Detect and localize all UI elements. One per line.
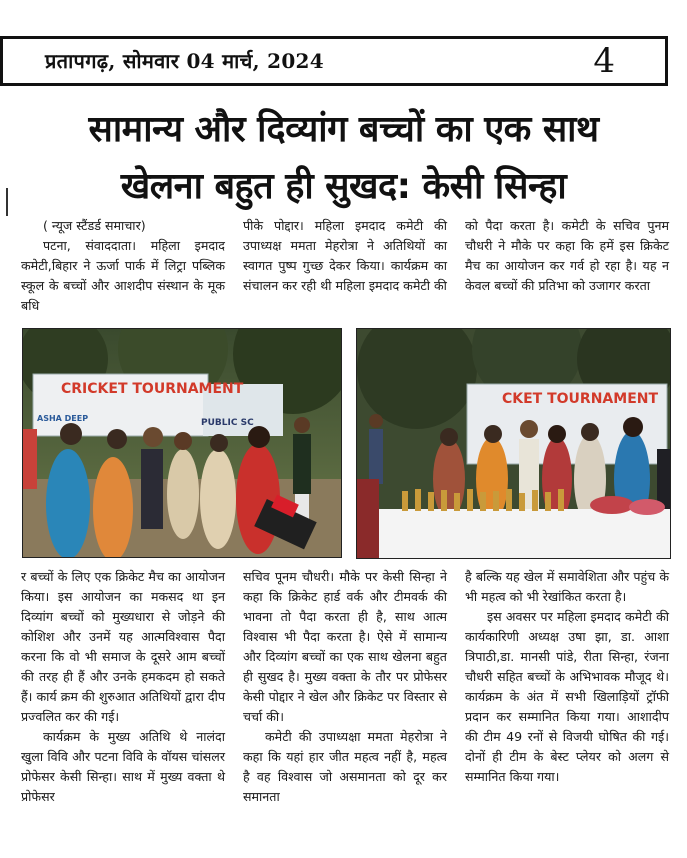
article-paragraph: कार्यक्रम के मुख्य अतिथि थे नालंदा खुला विवि और पटना विवि के वॉयस चांसलर प्रोफेसर केसी सिन्हा। साथ में मुख्य वक्ता थे प्रोफेसर	[21, 729, 225, 804]
article-bottom-col-1	[21, 567, 225, 807]
article-top-col-1	[21, 216, 225, 316]
banner-title: CRICKET TOURNAMENT	[61, 381, 244, 397]
article-bottom-col-3	[465, 567, 669, 787]
page-header	[0, 36, 668, 86]
event-photo-2-image	[357, 329, 670, 558]
banner-org: ASHA DEEP	[37, 414, 89, 423]
article-top-col-2	[243, 216, 447, 296]
banner-title: CKET TOURNAMENT	[502, 391, 659, 407]
article-paragraph: है बल्कि यह खेल में समावेशिता और पहुंच के भी महत्व को भी रेखांकित करता है।	[465, 569, 669, 604]
headline-line-2: खेलना बहुत ही सुखद: केसी सिन्हा	[120, 166, 567, 207]
column-rule	[6, 188, 8, 216]
article-top-col-3	[465, 216, 669, 296]
article-paragraph: र बच्चों के लिए एक क्रिकेट मैच का आयोजन किया। इस आयोजन का मकसद था इन दिव्यांग बच्चों को मुख्यधारा से जोड़ने की कोशिश और उनमें यह आत्मविश्वास पैदा करना कि वो भी समाज के दूसरे आम बच्चों की तरह ही हैं और उनके हमकदम हो सकते हैं। कार्य क्रम की शुरुआत अतिथियों द्वारा दीप प्रज्वलित कर की गई।	[21, 569, 225, 724]
article-paragraph: सचिव पूनम चौधरी। मौके पर केसी सिन्हा ने कहा कि क्रिकेट हार्ड वर्क और टीमवर्क की भावना तो पैदा करता ही है, साथ आत्म विश्वास भी पैदा करता है। ऐसे में सामान्य और दिव्यांग बच्चों का एक साथ खेलना बहुत ही सुखद है। मुख्य वक्ता के तौर पर प्रोफेसर केसी पोद्दार ने खेल और क्रिकेट पर विस्तार से चर्चा की।	[243, 569, 447, 724]
article-paragraph: को पैदा करता है। कमेटी के सचिव पुनम चौधरी ने मौके पर कहा कि हमें इस क्रिकेट मैच का आयोजन कर गर्व हो रहा है। यह न केवल बच्चों की प्रतिभा को उजागर करता	[465, 218, 669, 293]
article-paragraph: पटना, संवाददाता। महिला इमदाद कमेटी,बिहार ने ऊर्जा पार्क में लिट्रा पब्लिक स्कूल के बच्चों और आशदीप संस्थान के मूक बधि	[21, 238, 225, 313]
news-source: ( न्यूज स्टैंडर्ड समाचार)	[43, 218, 146, 233]
event-photo-1-image	[23, 329, 341, 557]
banner-partial: PUBLIC SC	[201, 418, 254, 428]
dateline: प्रतापगढ़, सोमवार 04 मार्च, 2024	[45, 49, 324, 73]
event-photo-1	[22, 328, 342, 558]
event-photo-2	[356, 328, 671, 559]
article-paragraph: कमेटी की उपाध्यक्षा ममता मेहरोत्रा ने कहा कि यहां हार जीत महत्व नहीं है, महत्व है वह विश्वास जो असमानता को दूर कर समानता	[243, 729, 447, 804]
article-paragraph: इस अवसर पर महिला इमदाद कमेटी की कार्यकारिणी अध्यक्ष उषा झा, डा. आशा त्रिपाठी,डा. मानसी पांडे, रीता सिन्हा, रंजना चौधरी सहित बच्चों के अभिभावक मौजूद थे। कार्यक्रम के अंत में सभी खिलाड़ियों ट्रॉफी प्रदान कर सम्मानित किया गया। आशादीप की टीम 49 रनों से विजयी घोषित की गई।दोनों ही टीम के बेस्ट प्लेयर को अलग से सम्मानित किया गया।	[465, 609, 669, 784]
page-number: 4	[593, 41, 615, 81]
article-bottom-col-2	[243, 567, 447, 807]
headline-line-1: सामान्य और दिव्यांग बच्चों का एक साथ	[88, 109, 599, 150]
article-paragraph: पीके पोद्दार। महिला इमदाद कमेटी की उपाध्यक्ष ममता मेहरोत्रा ने अतिथियों का स्वागत पुष्प गुच्छ देकर किया। कार्यक्रम का संचालन कर रही थी महिला इमदाद कमेटी की	[243, 218, 447, 293]
